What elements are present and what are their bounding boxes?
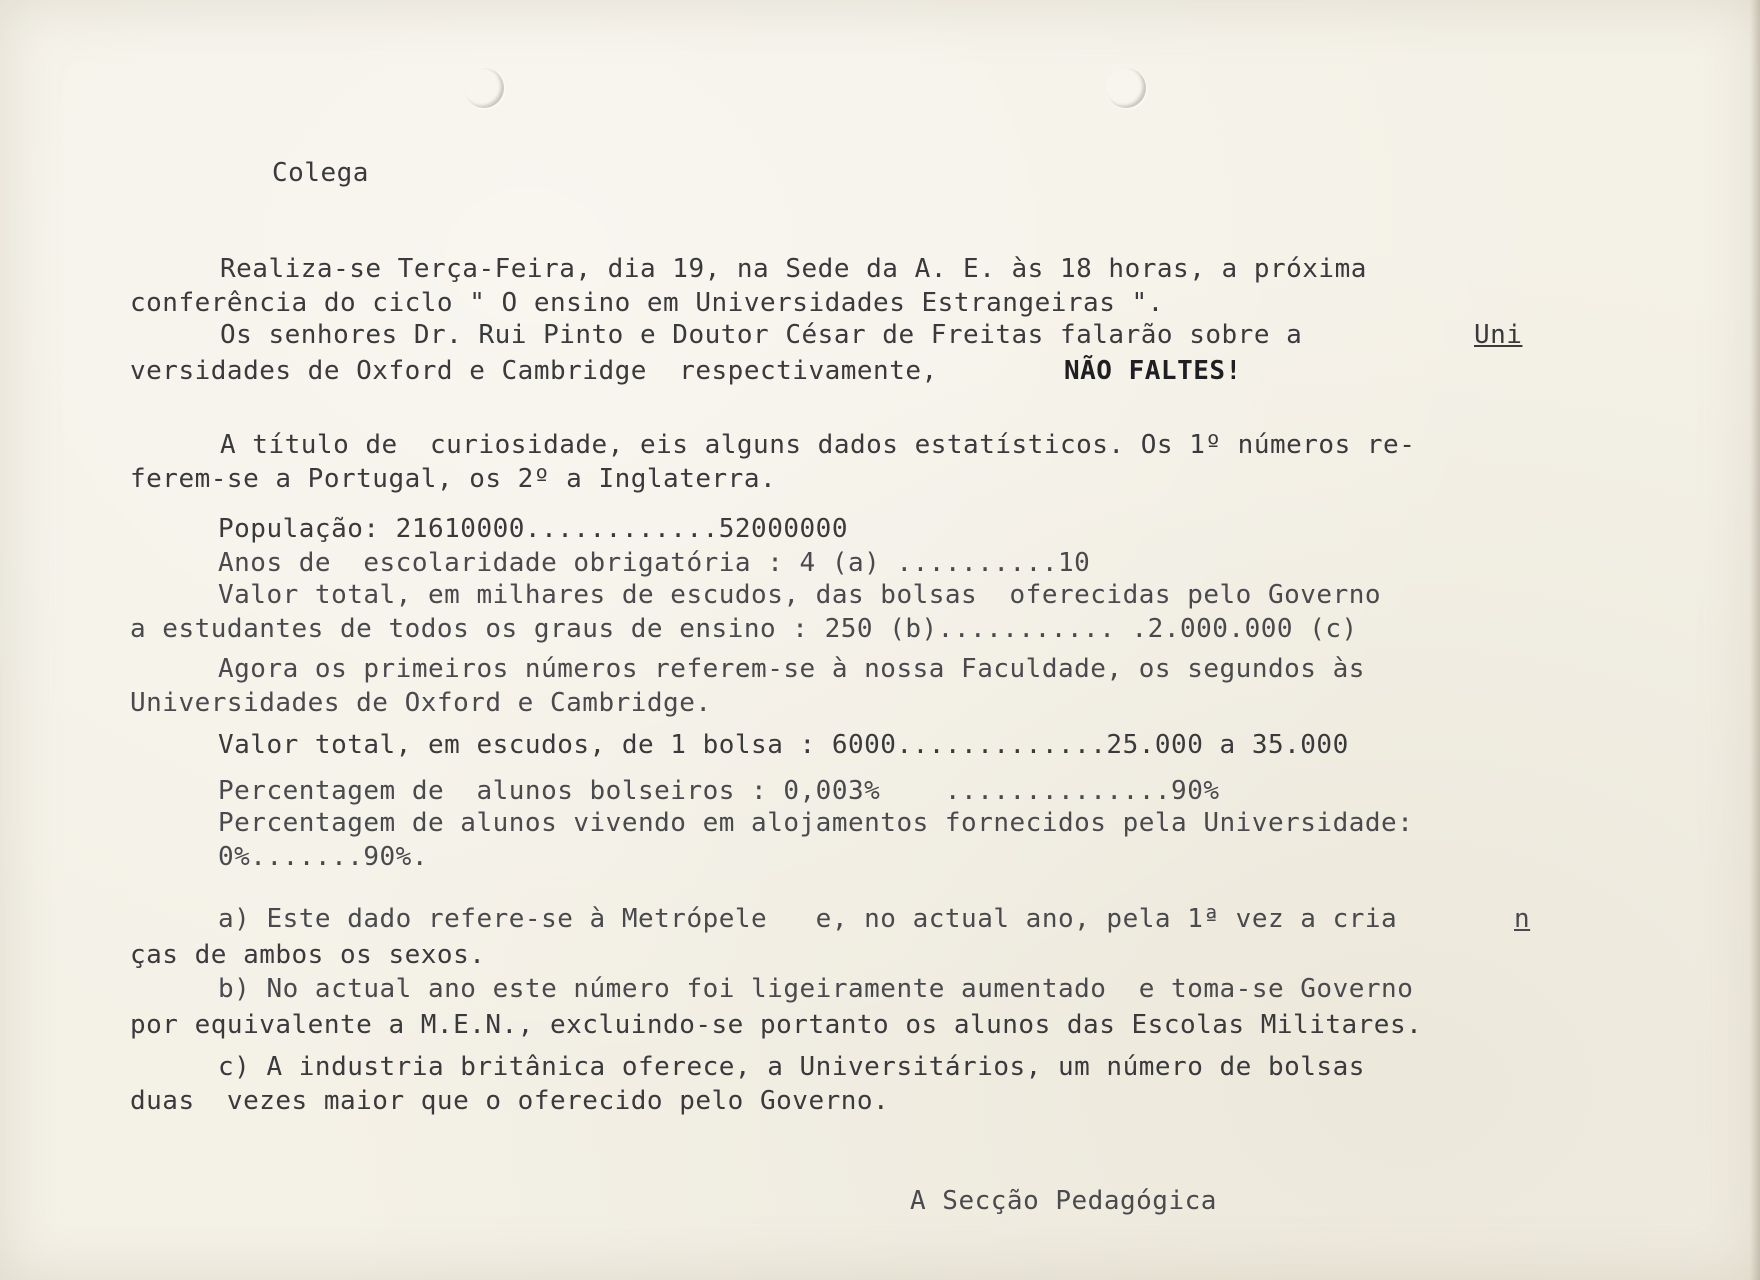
para1-line1: Realiza-se Terça-Feira, dia 19, na Sede da A. E. às 18 horas, a próxima [220,254,1367,284]
note-a-line1-hyphenation: n [1514,904,1531,934]
stat-valor-bolsa: Valor total, em escudos, de 1 bolsa : 6000.............25.000 a 35.000 [218,730,1349,760]
note-a-line2: ças de ambos os sexos. [130,940,486,970]
para2-line1: A título de curiosidade, eis alguns dados estatísticos. Os 1º números re- [220,430,1416,460]
stat-valor-bolsas-line2: a estudantes de todos os graus de ensino : 250 (b)........... .2.000.000 (c) [130,614,1358,644]
stat-alojamentos-line2: 0%.......90%. [218,842,428,872]
para3-line1: Agora os primeiros números referem-se à nossa Faculdade, os segundos às [218,654,1365,684]
stat-valor-bolsas-line1: Valor total, em milhares de escudos, das bolsas oferecidas pelo Governo [218,580,1382,610]
note-c-line2: duas vezes maior que o oferecido pelo Governo. [130,1086,890,1116]
stat-anos-escolaridade: Anos de escolaridade obrigatória : 4 (a) ..........10 [218,548,1091,578]
para1-line2: conferência do ciclo " O ensino em Universidades Estrangeiras ". [130,288,1164,318]
note-c-line1: c) A industria britânica oferece, a Universitários, um número de bolsas [218,1052,1365,1082]
para1-line3: Os senhores Dr. Rui Pinto e Doutor César de Freitas falarão sobre a [220,320,1303,350]
stat-percentagem-bolseiros: Percentagem de alunos bolseiros : 0,003% ..............90% [218,776,1220,806]
note-b-line2: por equivalente a M.E.N., excluindo-se portanto os alunos das Escolas Militares. [130,1010,1423,1040]
stat-populacao: População: 21610000............52000000 [218,514,848,544]
para1-line3-hyphenation: Uni [1474,320,1523,350]
greeting: Colega [272,158,369,188]
note-a-line1: a) Este dado refere-se à Metrópele e, no actual ano, pela 1ª vez a cria [218,904,1398,934]
para2-line2: ferem-se a Portugal, os 2º a Inglaterra. [130,464,777,494]
signature: A Secção Pedagógica [910,1186,1217,1216]
note-b-line1: b) No actual ano este número foi ligeiramente aumentado e toma-se Governo [218,974,1414,1004]
para1-line4: versidades de Oxford e Cambridge respectivamente, [130,356,938,386]
stat-alojamentos-line1: Percentagem de alunos vivendo em alojamentos fornecidos pela Universidade: [218,808,1414,838]
emphasis-nao-faltes: NÃO FALTES! [1064,356,1242,386]
para3-line2: Universidades de Oxford e Cambridge. [130,688,712,718]
